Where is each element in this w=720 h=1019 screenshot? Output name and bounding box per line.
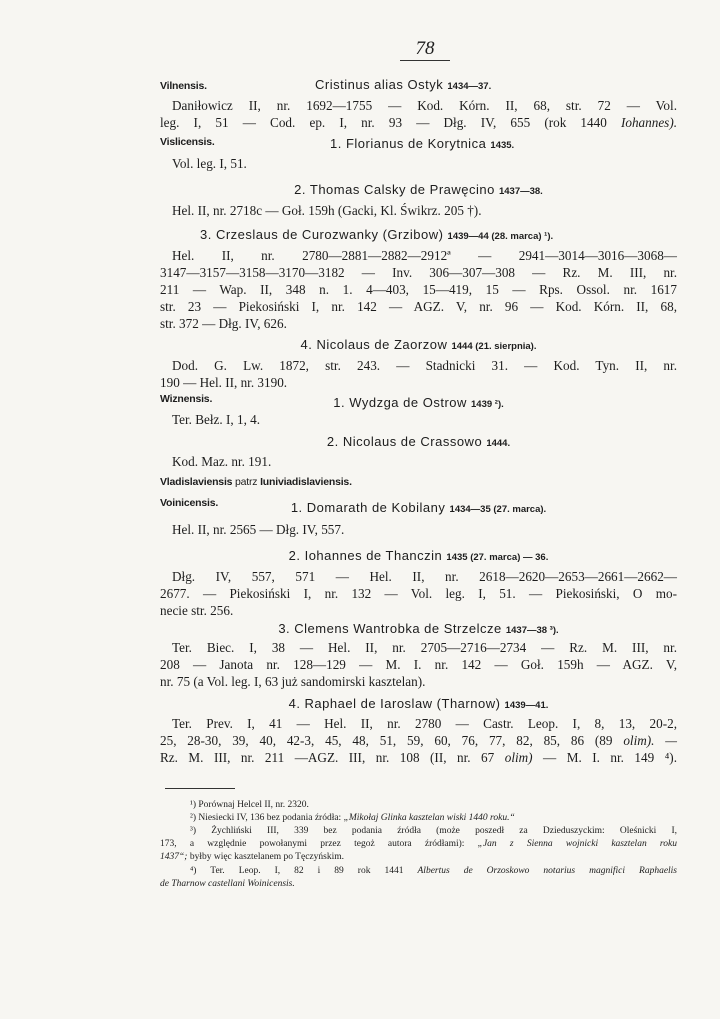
entry-dates: 1444 (21. sierpnia). (451, 341, 537, 352)
footnote-4 (190, 866, 677, 876)
entry-dates: 1435. (490, 140, 515, 151)
crossref-word: patrz (235, 476, 258, 488)
diocese-label-wiznensis: Wiznensis. (160, 393, 213, 405)
footnote-4-cont (160, 879, 677, 889)
diocese-label-vislicensis: Vislicensis. (160, 136, 215, 148)
text-line: Ter. Prev. I, 41 — Hel. II, nr. 2780 — Castr. Leop. I, 8, 13, 20-2, (172, 716, 677, 731)
text-span: 173, a względnie powołanymi przez tegoż autora źródłami): (160, 839, 465, 849)
footnote-3-cont (160, 852, 677, 862)
text-line: Ter. Bełz. I, 1, 4. (172, 412, 261, 427)
text-italic: „Jan z Sienna wojnicki kasztelan roku (477, 839, 677, 849)
text-italic: olim) (504, 750, 533, 765)
entry-name: 3. Clemens Wantrobka de Strzelcze (278, 621, 502, 636)
entry-dates: 1444. (486, 438, 511, 449)
entry-heading (330, 136, 514, 151)
entry-heading (160, 500, 677, 515)
diocese-label-voinicensis: Voinicensis. (160, 497, 219, 509)
text-line: 211 — Wap. II, 348 n. 1. 4—403, 15—419, 15 — Rps. Ossol. nr. 1617 (160, 282, 677, 297)
text-line: Ter. Biec. I, 38 — Hel. II, nr. 2705—2716—2734 — Rz. M. III, nr. (172, 640, 677, 655)
text-span: ⁴) Ter. Leop. I, 82 i 89 rok 1441 (190, 866, 404, 876)
entry-heading (160, 182, 677, 197)
entry-heading (160, 696, 677, 711)
footnote-3: ³) Żychliński III, 339 bez podania źródła (może poszedł za Dzieduszyckim: Oleśnicki I, (190, 826, 677, 836)
entry-dates: 1434—35 (27. marca). (449, 504, 547, 515)
text-line: 3147—3157—3158—3170—3182 — Inv. 306—307—308 — Rz. M. III, nr. (160, 265, 677, 280)
text-italic: de Tharnow castellani Woinicensis. (160, 879, 295, 889)
text-span: 25, 28-30, 39, 40, 42-3, 45, 48, 51, 59, 60, 76, 77, 82, 85, 86 (89 (160, 733, 613, 748)
entry-name: 2. Iohannes de Thanczin (288, 548, 443, 563)
entry-heading (160, 395, 677, 410)
entry-dates: 1437—38 ³). (505, 625, 559, 636)
entry-dates: 1439 ²). (471, 399, 504, 410)
footnote-divider (165, 788, 235, 789)
footnote-1: ¹) Porównaj Helcel II, nr. 2320. (190, 800, 309, 810)
text-line: 2677. — Piekosiński I, nr. 132 — Vol. leg. I, 51. — Piekosiński, O mo- (160, 586, 677, 601)
crossref-from: Vladislaviensis (160, 476, 233, 488)
text-line: nr. 75 (a Vol. leg. I, 63 już sandomirski kasztelan). (160, 674, 426, 689)
text-line: 208 — Janota nr. 128—129 — M. I. nr. 142 — Goł. 159h — AGZ. V, (160, 657, 677, 672)
text-line: str. 23 — Piekosiński I, nr. 142 — AGZ. V, nr. 96 — Kod. Kórn. II, 68, (160, 299, 677, 314)
text-line: Vol. leg. I, 51. (172, 156, 247, 171)
entry-dates: 1434—37. (447, 81, 492, 92)
text-line: Hel. II, nr. 2565 — Dłg. IV, 557. (172, 522, 345, 537)
text-italic: 1437“; (160, 852, 188, 862)
text-line: Dłg. IV, 557, 571 — Hel. II, nr. 2618—2620—2653—2661—2662— (172, 569, 677, 584)
text-line (160, 115, 677, 131)
entry-heading (160, 548, 677, 563)
entry-heading (160, 621, 677, 636)
text-span: — M. I. nr. 149 ⁴). (543, 750, 677, 765)
diocese-label-vilnensis: Vilnensis. (160, 80, 207, 92)
entry-dates: 1435 (27. marca) — 36. (446, 552, 549, 563)
entry-name: Cristinus alias Ostyk (315, 77, 444, 92)
entry-heading (160, 337, 677, 352)
footnote-2 (190, 813, 677, 823)
diocese-crossref (160, 476, 352, 488)
entry-name: 1. Domarath de Kobilany (290, 500, 446, 515)
text-italic: Albertus de Orzoskowo notarius magnifici Raphaelis (417, 866, 678, 876)
entry-name: 3. Crzeslaus de Curozwanky (Grzibow) (200, 227, 444, 242)
text-span: ²) Niesiecki IV, 136 bez podania źródła: (190, 813, 342, 823)
text-span: byłby więc kasztelanem po Tęczyńskim. (189, 852, 344, 862)
entry-heading (160, 434, 677, 449)
footnote-3-cont (160, 839, 677, 849)
text-span: leg. I, 51 — Cod. ep. I, nr. 93 — Dłg. IV, 655 (rok 1440 (160, 115, 607, 130)
entry-dates: 1439—41. (504, 700, 549, 711)
entry-heading (200, 227, 717, 242)
text-line: necie str. 256. (160, 603, 234, 618)
text-line (160, 750, 677, 766)
text-line (160, 733, 677, 749)
entry-dates: 1437—38. (498, 186, 543, 197)
entry-heading (315, 77, 491, 92)
text-line: Hel. II, nr. 2718c — Goł. 159h (Gacki, Kl. Świkrz. 205 †). (172, 203, 482, 218)
entry-name: 2. Nicolaus de Crassowo (326, 434, 483, 449)
page-number: 78 (400, 38, 450, 61)
text-line: Kod. Maz. nr. 191. (172, 454, 272, 469)
crossref-to: Iuniviadislaviensis. (260, 476, 352, 488)
text-line: Daniłowicz II, nr. 1692—1755 — Kod. Kórn. II, 68, str. 72 — Vol. (172, 98, 677, 113)
entry-name: 1. Wydzga de Ostrow (333, 395, 467, 410)
entry-name: 4. Nicolaus de Zaorzow (300, 337, 448, 352)
text-italic: „Mikołaj Glinka kasztelan wiski 1440 roku.“ (343, 813, 515, 823)
text-italic: olim). — (623, 733, 677, 748)
entry-dates: 1439—44 (28. marca) ¹). (447, 231, 554, 242)
text-line: 190 — Hel. II, nr. 3190. (160, 375, 288, 390)
text-span: Rz. M. III, nr. 211 —AGZ. III, nr. 108 (II, nr. 67 (160, 750, 495, 765)
entry-name: 2. Thomas Calsky de Prawęcino (294, 182, 495, 197)
entry-name: 4. Raphael de Iaroslaw (Tharnow) (288, 696, 501, 711)
text-italic: Iohannes). (620, 115, 678, 130)
entry-name: 1. Florianus de Korytnica (330, 136, 487, 151)
text-line: str. 372 — Dłg. IV, 626. (160, 316, 287, 331)
text-line: Hel. II, nr. 2780—2881—2882—2912ª — 2941—3014—3016—3068— (172, 248, 677, 263)
text-line: Dod. G. Lw. 1872, str. 243. — Stadnicki 31. — Kod. Tyn. II, nr. (172, 358, 677, 373)
